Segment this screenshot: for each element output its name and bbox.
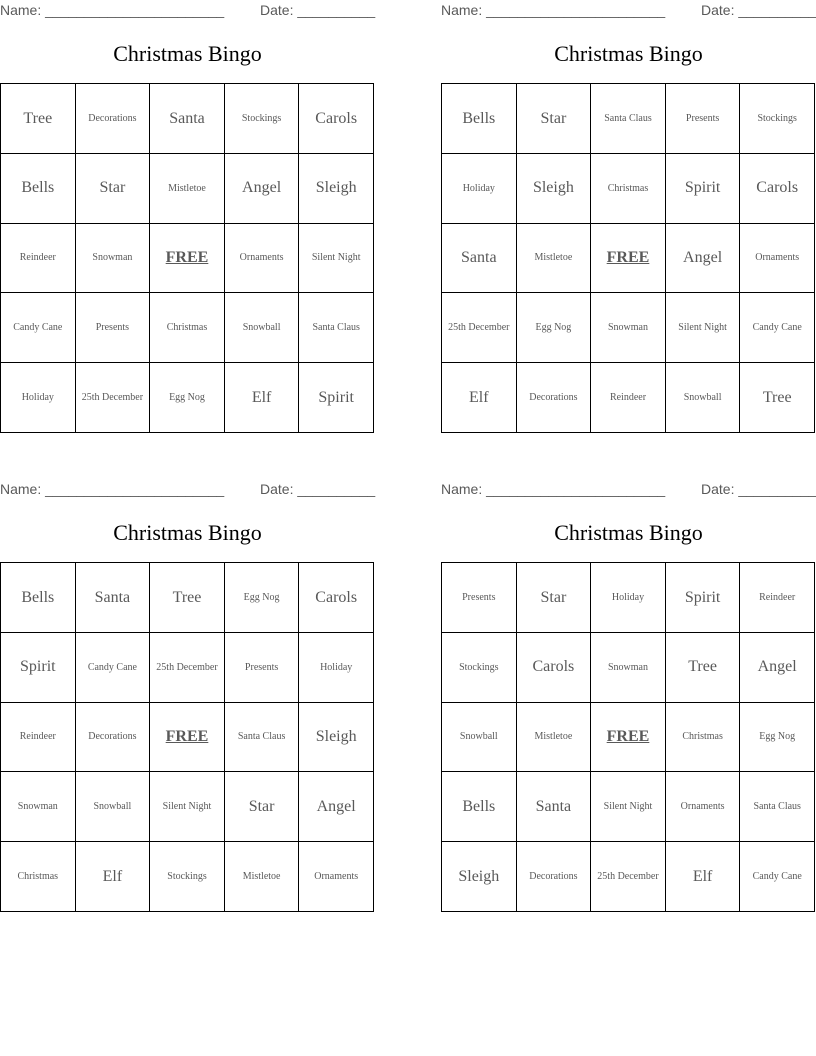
bingo-cell[interactable]: Bells [442,84,517,154]
name-date-row [441,0,816,20]
free-space-cell[interactable]: FREE [150,703,225,773]
bingo-cell[interactable]: Santa Claus [299,293,374,363]
bingo-cell[interactable]: Candy Cane [1,293,76,363]
bingo-cell[interactable]: Star [225,772,300,842]
bingo-cell[interactable]: Spirit [299,363,374,433]
bingo-cell[interactable]: Snowman [591,633,666,703]
bingo-cell[interactable]: Angel [740,633,815,703]
bingo-cell[interactable]: Holiday [442,154,517,224]
bingo-cell[interactable]: Decorations [76,84,151,154]
date-field-label[interactable]: Date: __________ [260,2,376,18]
bingo-cell[interactable]: Stockings [225,84,300,154]
bingo-cell[interactable]: Spirit [1,633,76,703]
bingo-cell[interactable]: Elf [225,363,300,433]
bingo-cell[interactable]: Decorations [76,703,151,773]
bingo-cell[interactable]: Santa Claus [225,703,300,773]
bingo-cell[interactable]: Elf [442,363,517,433]
bingo-cell[interactable]: Presents [225,633,300,703]
bingo-cell[interactable]: Mistletoe [150,154,225,224]
bingo-cell[interactable]: Santa [517,772,592,842]
bingo-cell[interactable]: Egg Nog [740,703,815,773]
free-space-cell[interactable]: FREE [150,224,225,294]
bingo-cell[interactable]: Santa [442,224,517,294]
bingo-cell[interactable]: 25th December [150,633,225,703]
bingo-cell[interactable]: Silent Night [150,772,225,842]
bingo-cell[interactable]: Snowman [1,772,76,842]
bingo-card-3 [0,479,375,909]
bingo-cell[interactable]: Decorations [517,363,592,433]
bingo-cell[interactable]: Star [76,154,151,224]
bingo-cell[interactable]: Snowball [666,363,741,433]
bingo-grid [441,562,815,912]
bingo-cell[interactable]: Sleigh [299,703,374,773]
bingo-cell[interactable]: Presents [442,563,517,633]
free-space-cell[interactable]: FREE [591,224,666,294]
bingo-cell[interactable]: Stockings [150,842,225,912]
bingo-cell[interactable]: Bells [1,154,76,224]
bingo-cell[interactable]: Snowball [76,772,151,842]
bingo-cell[interactable]: Angel [666,224,741,294]
bingo-cell[interactable]: Silent Night [591,772,666,842]
name-field-label[interactable]: Name: _______________________ [0,481,225,497]
bingo-card-2 [441,0,816,430]
bingo-cell[interactable]: Sleigh [442,842,517,912]
bingo-grid [441,83,815,433]
bingo-cell[interactable]: Snowman [591,293,666,363]
bingo-grid [0,562,374,912]
bingo-cell[interactable]: Ornaments [299,842,374,912]
bingo-cell[interactable]: Mistletoe [517,224,592,294]
bingo-cell[interactable]: 25th December [76,363,151,433]
bingo-cell[interactable]: Reindeer [740,563,815,633]
bingo-cell[interactable]: Ornaments [225,224,300,294]
bingo-cell[interactable]: Egg Nog [150,363,225,433]
bingo-cell[interactable]: Stockings [740,84,815,154]
bingo-card-1 [0,0,375,430]
bingo-cell[interactable]: Tree [666,633,741,703]
bingo-cell[interactable]: Angel [225,154,300,224]
bingo-cell[interactable]: Reindeer [591,363,666,433]
bingo-cell[interactable]: Ornaments [666,772,741,842]
date-field-label[interactable]: Date: __________ [701,481,816,497]
bingo-cell[interactable]: 25th December [591,842,666,912]
bingo-cell[interactable]: Mistletoe [225,842,300,912]
card-title: Christmas Bingo [113,41,262,66]
bingo-card-4 [441,479,816,909]
bingo-cell[interactable]: Bells [442,772,517,842]
bingo-cell[interactable]: Christmas [666,703,741,773]
bingo-cell[interactable]: Stockings [442,633,517,703]
bingo-cell[interactable]: Reindeer [1,224,76,294]
bingo-cell[interactable]: Holiday [299,633,374,703]
bingo-cell[interactable]: Snowball [442,703,517,773]
bingo-cell[interactable]: Santa Claus [591,84,666,154]
bingo-grid [0,83,374,433]
bingo-cell[interactable]: Elf [666,842,741,912]
free-space-cell[interactable]: FREE [591,703,666,773]
bingo-cell[interactable]: Carols [299,84,374,154]
name-date-row [0,479,375,499]
bingo-cell[interactable]: Candy Cane [740,842,815,912]
bingo-cell[interactable]: Elf [76,842,151,912]
bingo-cell[interactable]: Bells [1,563,76,633]
card-title: Christmas Bingo [554,41,703,66]
bingo-cell[interactable]: Christmas [150,293,225,363]
card-title: Christmas Bingo [113,520,262,545]
bingo-cell[interactable]: Carols [740,154,815,224]
bingo-cell[interactable]: Candy Cane [76,633,151,703]
bingo-cell[interactable]: Decorations [517,842,592,912]
bingo-cell[interactable]: Sleigh [299,154,374,224]
bingo-cell[interactable]: 25th December [442,293,517,363]
bingo-cell[interactable]: Candy Cane [740,293,815,363]
bingo-cell[interactable]: Santa Claus [740,772,815,842]
date-field-label[interactable]: Date: __________ [701,2,816,18]
bingo-cell[interactable]: Tree [150,563,225,633]
bingo-cell[interactable]: Snowman [76,224,151,294]
card-title: Christmas Bingo [554,520,703,545]
name-field-label[interactable]: Name: _______________________ [441,2,666,18]
bingo-cell[interactable]: Presents [666,84,741,154]
bingo-cell[interactable]: Carols [299,563,374,633]
date-field-label[interactable]: Date: __________ [260,481,376,497]
bingo-cell[interactable]: Egg Nog [517,293,592,363]
bingo-cell[interactable]: Holiday [591,563,666,633]
bingo-cell[interactable]: Carols [517,633,592,703]
bingo-cell[interactable]: Snowball [225,293,300,363]
bingo-cell[interactable]: Santa [150,84,225,154]
bingo-cell[interactable]: Mistletoe [517,703,592,773]
name-field-label[interactable]: Name: _______________________ [0,2,225,18]
bingo-cell[interactable]: Sleigh [517,154,592,224]
bingo-cell[interactable]: Holiday [1,363,76,433]
bingo-cell[interactable]: Star [517,84,592,154]
bingo-cell[interactable]: Silent Night [666,293,741,363]
bingo-cell[interactable]: Tree [1,84,76,154]
bingo-cell[interactable]: Tree [740,363,815,433]
bingo-cell[interactable]: Santa [76,563,151,633]
bingo-cell[interactable]: Ornaments [740,224,815,294]
name-field-label[interactable]: Name: _______________________ [441,481,666,497]
bingo-cell[interactable]: Silent Night [299,224,374,294]
name-date-row [0,0,375,20]
bingo-cell[interactable]: Christmas [591,154,666,224]
bingo-cell[interactable]: Reindeer [1,703,76,773]
bingo-cell[interactable]: Presents [76,293,151,363]
bingo-cell[interactable]: Christmas [1,842,76,912]
name-date-row [441,479,816,499]
bingo-cell[interactable]: Egg Nog [225,563,300,633]
bingo-cell[interactable]: Star [517,563,592,633]
bingo-cell[interactable]: Spirit [666,563,741,633]
bingo-cell[interactable]: Angel [299,772,374,842]
bingo-cell[interactable]: Spirit [666,154,741,224]
